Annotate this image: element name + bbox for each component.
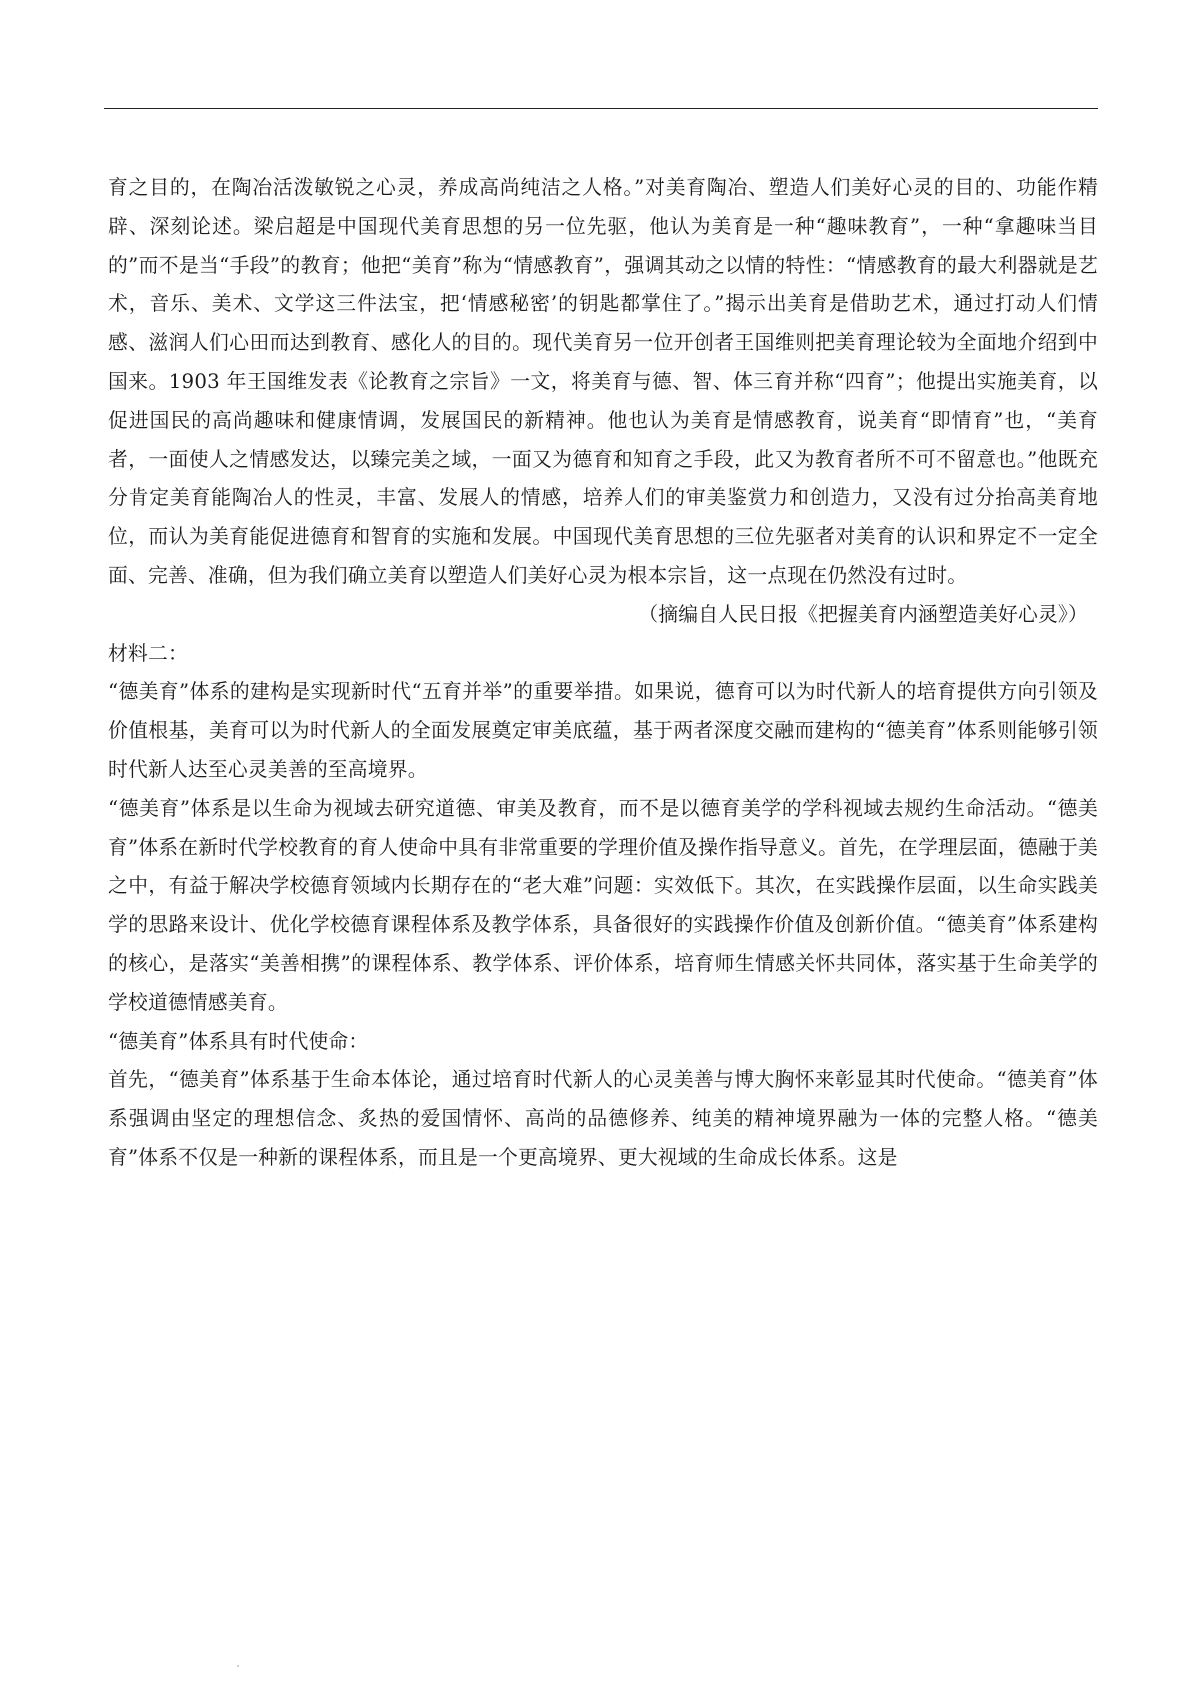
section-heading-material-two: 材料二：: [108, 641, 188, 665]
header-rule: [104, 108, 1098, 109]
document-body: [108, 169, 1098, 1178]
source-citation: （摘编自人民日报《把握美育内涵塑造美好心灵》）: [638, 602, 1088, 626]
paragraph-system-construction: “德美育”体系的建构是实现新时代“五育并举”的重要举措。如果说，德育可以为时代新人的培育提供方向引领及价值根基，美育可以为时代新人的全面发展奠定审美底蕴，基于两者深度交融而建构的“德美育”体系则能够引领时代新人达至心灵美善的至高境界。: [108, 680, 1098, 781]
paragraph-aesthetic-education-pioneers: 育之目的，在陶冶活泼敏锐之心灵，养成高尚纯洁之人格。”对美育陶冶、塑造人们美好心灵的目的、功能作精辟、深刻论述。梁启超是中国现代美育思想的另一位先驱，他认为美育是一种“趣味教育”，一种“拿趣味当目的”而不是当“手段”的教育；他把“美育”称为“情感教育”，强调其动之以情的特性：“情感教育的最大利器就是艺术，音乐、美术、文学这三件法宝，把‘情感秘密’的钥匙都掌住了。”揭示出美育是借助艺术，通过打动人们情感、滋润人们心田而达到教育、感化人的目的。现代美育另一位开创者王国维则把美育理论较为全面地介绍到中国来。1903 年王国维发表《论教育之宗旨》一文，将美育与德、智、体三育并称“四育”；他提出实施美育，以促进国民的高尚趣味和健康情调，发展国民的新精神。他也认为美育是情感教育，说美育“即情育”也，“美育者，一面使人之情感发达，以臻完美之域，一面又为德育和知育之手段，此又为教育者所不可不留意也。”他既充分肯定美育能陶冶人的性灵，丰富、发展人的情感，培养人们的审美鉴赏力和创造力，又没有过分抬高美育地位，而认为美育能促进德育和智育的实施和发展。中国现代美育思想的三位先驱者对美育的认识和界定不一定全面、完善、准确，但为我们确立美育以塑造人们美好心灵为根本宗旨，这一点现在仍然没有过时。: [108, 176, 1098, 587]
scan-speck: [237, 1665, 239, 1667]
paragraph-mission-first: 首先，“德美育”体系基于生命本体论，通过培育时代新人的心灵美善与博大胸怀来彰显其时代使命。“德美育”体系强调由坚定的理想信念、炙热的爱国情怀、高尚的品德修养、纯美的精神境界融为一体的完整人格。“德美育”体系不仅是一种新的课程体系，而且是一个更高境界、更大视域的生命成长体系。这是: [108, 1068, 1098, 1169]
paragraph-system-value: “德美育”体系是以生命为视域去研究道德、审美及教育，而不是以德育美学的学科视域去规约生命活动。“德美育”体系在新时代学校教育的育人使命中具有非常重要的学理价值及操作指导意义。首先，在学理层面，德融于美之中，有益于解决学校德育领域内长期存在的“老大难”问题：实效低下。其次，在实践操作层面，以生命实践美学的思路来设计、优化学校德育课程体系及教学体系，具备很好的实践操作价值及创新价值。“德美育”体系建构的核心，是落实“美善相携”的课程体系、教学体系、评价体系，培育师生情感关怀共同体，落实基于生命美学的学校道德情感美育。: [108, 796, 1098, 1014]
paragraph-mission-heading: “德美育”体系具有时代使命：: [108, 1029, 369, 1053]
